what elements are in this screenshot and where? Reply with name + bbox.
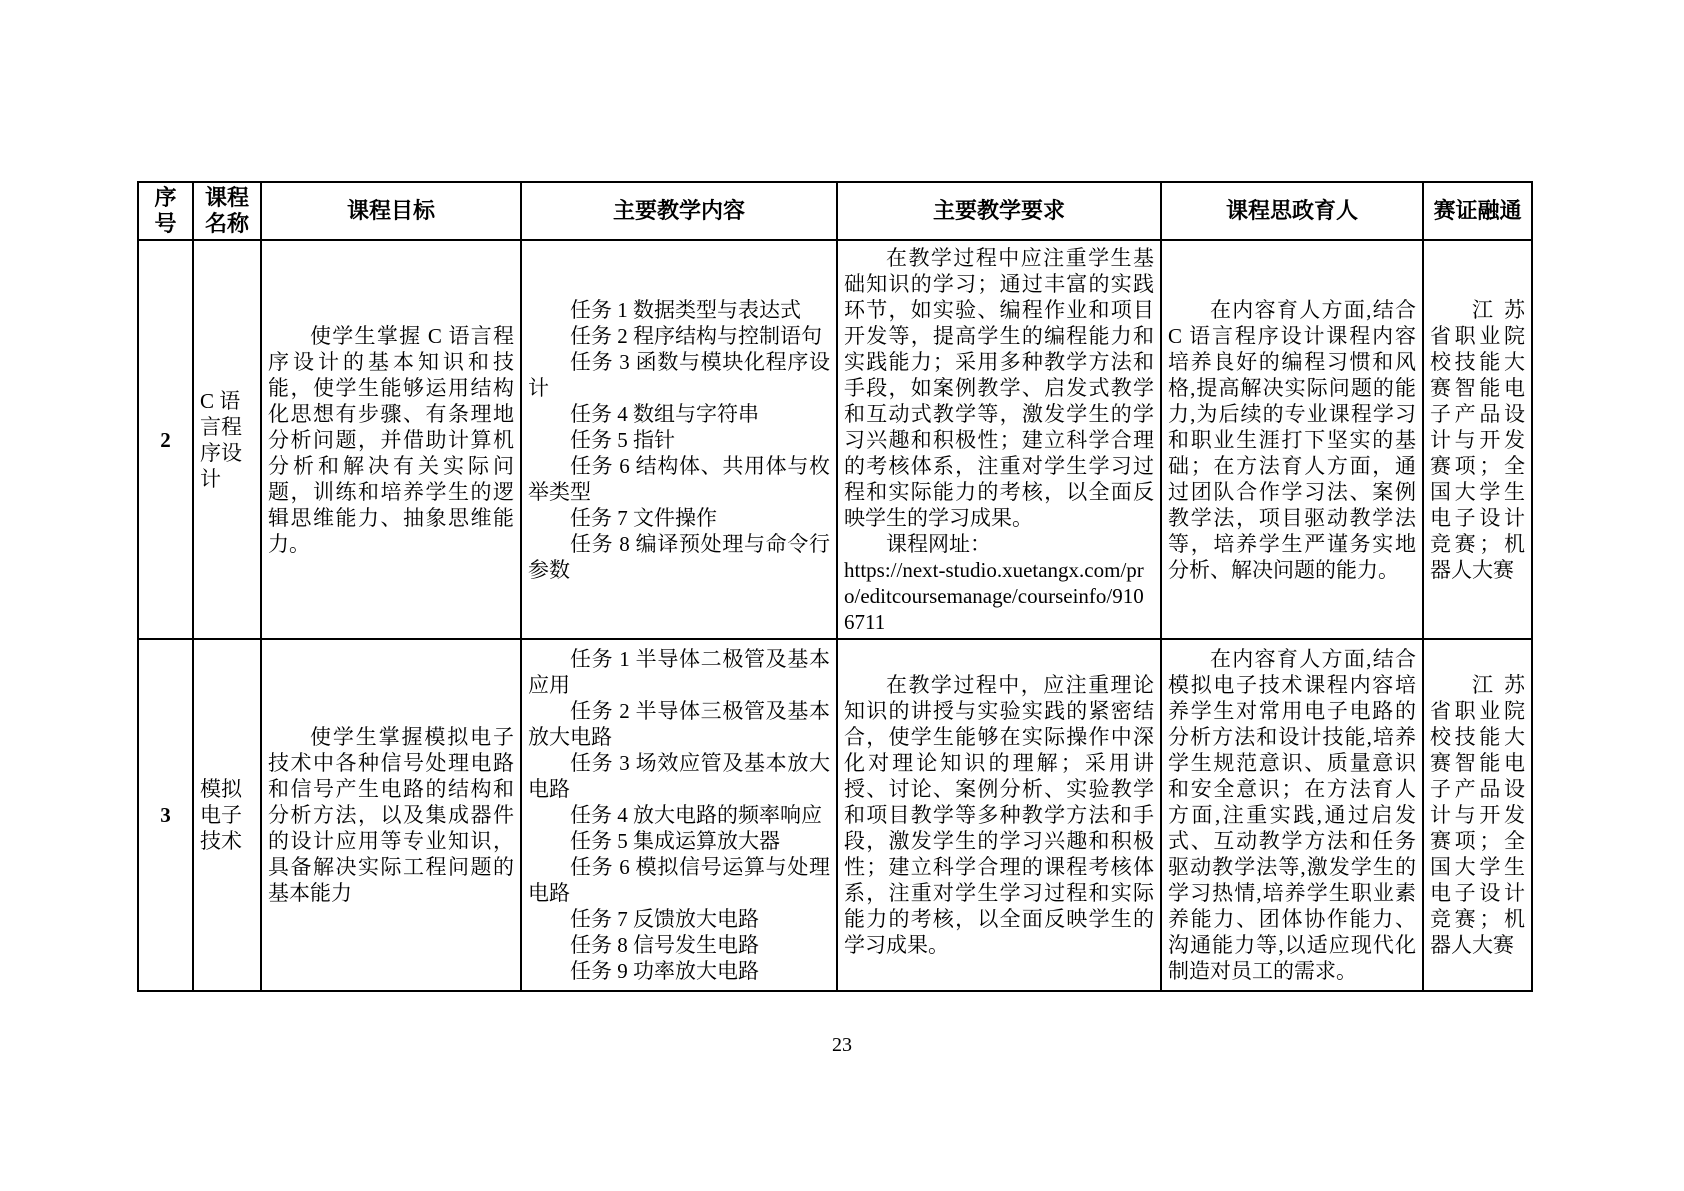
index-cell: 2 <box>138 240 193 639</box>
course-row-3 <box>138 639 1532 991</box>
header-course-name <box>193 182 261 240</box>
header-teaching-requirements: 主要教学要求 <box>837 182 1161 240</box>
ideology-paragraph: 在内容育人方面,结合模拟电子技术课程内容培养学生对常用电子电路的分析方法和设计技能,培养学生规范意识、质量意识和安全意识；在方法育人方面,注重实践,通过启发式、互动教学方法和任务驱动教学法等,激发学生的学习热情,培养学生职业素养能力、团体协作能力、沟通能力等,以适应现代化制造对员工的需求。 <box>1168 647 1416 983</box>
header-competition: 赛证融通 <box>1423 182 1532 240</box>
competition-paragraph: 江苏省职业院校技能大赛智能电子产品设计与开发赛项；全国大学生电子设计竞赛；机器人大赛 <box>1430 673 1525 957</box>
competition-paragraph: 江苏省职业院校技能大赛智能电子产品设计与开发赛项；全国大学生电子设计竞赛；机器人大赛 <box>1430 297 1525 582</box>
header-teaching-content: 主要教学内容 <box>521 182 837 240</box>
task-item: 任务 1 数据类型与表达式 <box>570 297 801 322</box>
course-url-label: 课程网址： <box>886 531 991 556</box>
header-objectives: 课程目标 <box>261 182 521 240</box>
task-item: 任务 4 数组与字符串 <box>570 401 759 426</box>
requirements-paragraph: 在教学过程中应注重学生基础知识的学习；通过丰富的实践环节，如实验、编程作业和项目开发等，提高学生的编程能力和实践能力；采用多种教学方法和手段，如案例教学、启发式教学和互动式教学等，激发学生的学习兴趣和积极性；建立科学合理的考核体系，注重对学生学习过程和实际能力的考核，以全面反映学生的学习成果。 <box>844 245 1154 530</box>
requirements-paragraph: 在教学过程中，应注重理论知识的讲授与实验实践的紧密结合，使学生能够在实际操作中深化对理论知识的理解；采用讲授、讨论、案例分析、实验教学和项目教学等多种教学方法和手段，激发学生的学习兴趣和积极性；建立科学合理的课程考核体系，注重对学生学习过程和实际能力的考核，以全面反映学生的学习成果。 <box>844 673 1154 957</box>
task-item: 任务 6 模拟信号运算与处理电路 <box>528 855 830 905</box>
teaching-content-cell <box>521 240 837 639</box>
course-name-cell: 模拟电子技术 <box>193 639 261 991</box>
task-item: 任务 8 编译预处理与命令行参数 <box>528 531 830 582</box>
objectives-cell <box>261 639 521 991</box>
teaching-requirements-cell <box>837 639 1161 991</box>
task-item: 任务 5 指针 <box>570 427 675 452</box>
table-header-row <box>138 182 1532 240</box>
header-ideology: 课程思政育人 <box>1161 182 1423 240</box>
task-item: 任务 1 半导体二极管及基本应用 <box>528 647 830 697</box>
task-item: 任务 3 函数与模块化程序设计 <box>528 349 830 400</box>
ideology-cell <box>1161 240 1423 639</box>
course-table <box>137 181 1533 992</box>
header-index-label: 序号 <box>154 185 177 236</box>
task-item: 任务 3 场效应管及基本放大电路 <box>528 751 830 801</box>
task-item: 任务 8 信号发生电路 <box>570 933 759 957</box>
objectives-paragraph: 使学生掌握模拟电子技术中各种信号处理电路和信号产生电路的结构和分析方法，以及集成器件的设计应用等专业知识，具备解决实际工程问题的基本能力 <box>268 725 514 905</box>
course-url: https://next-studio.xuetangx.com/pro/editcoursemanage/courseinfo/9106711 <box>844 557 1144 634</box>
ideology-cell <box>1161 639 1423 991</box>
competition-cell <box>1423 240 1532 639</box>
teaching-requirements-cell <box>837 240 1161 639</box>
teaching-content-cell <box>521 639 837 991</box>
task-item: 任务 2 半导体三极管及基本放大电路 <box>528 699 830 749</box>
task-item: 任务 6 结构体、共用体与枚举类型 <box>528 453 830 504</box>
task-item: 任务 2 程序结构与控制语句 <box>570 323 822 348</box>
index-cell: 3 <box>138 639 193 991</box>
header-index <box>138 182 193 240</box>
course-row-2 <box>138 240 1532 639</box>
page-number: 23 <box>832 1034 852 1056</box>
competition-cell <box>1423 639 1532 991</box>
objectives-paragraph: 使学生掌握 C 语言程序设计的基本知识和技能，使学生能够运用结构化思想有步骤、有条理地分析问题，并借助计算机分析和解决有关实际问题，训练和培养学生的逻辑思维能力、抽象思维能力。 <box>268 323 514 556</box>
task-item: 任务 7 文件操作 <box>570 505 717 530</box>
ideology-paragraph: 在内容育人方面,结合 C 语言程序设计课程内容培养良好的编程习惯和风格,提高解决实际问题的能力,为后续的专业课程学习和职业生涯打下坚实的基础；在方法育人方面，通过团队合作学习法、案例教学法，项目驱动教学法等，培养学生严谨务实地分析、解决问题的能力。 <box>1168 297 1416 582</box>
task-item: 任务 7 反馈放大电路 <box>570 907 759 931</box>
course-name-cell: C 语言程序设计 <box>193 240 261 639</box>
header-course-name-label: 课程名称 <box>204 185 249 236</box>
task-item: 任务 5 集成运算放大器 <box>570 829 780 853</box>
task-item: 任务 9 功率放大电路 <box>570 959 759 983</box>
objectives-cell <box>261 240 521 639</box>
task-item: 任务 4 放大电路的频率响应 <box>570 803 822 827</box>
